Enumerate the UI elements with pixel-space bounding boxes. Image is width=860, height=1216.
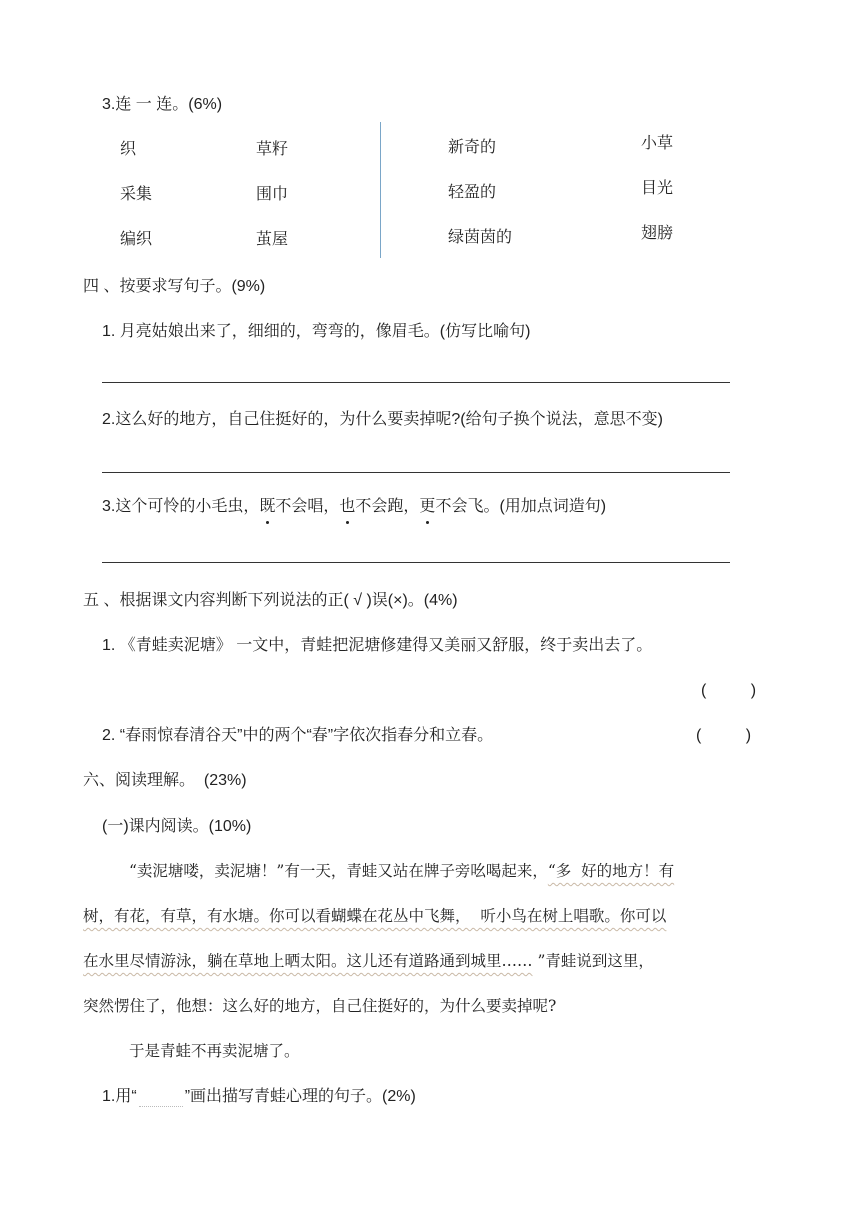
item3-text-3: 不会跑，	[355, 498, 420, 515]
q3-heading: 3.连 一 连。(6%)	[102, 96, 223, 113]
match-left-b-2: 围巾	[256, 186, 289, 203]
section6-sub: (一)课内阅读。(10%)	[102, 818, 252, 835]
match-right-b-2: 目光	[641, 180, 674, 197]
section4-item1: 1. 月亮姑娘出来了，细细的，弯弯的，像眉毛。(仿写比喻句)	[102, 323, 531, 340]
match-right-a-2: 轻盈的	[448, 184, 497, 201]
passage-line-1-wavy: “多 好的地方！有	[547, 862, 675, 880]
question-1-suffix: ”画出描写青蛙心理的句子。(2%)	[184, 1088, 416, 1105]
match-left-a-1: 织	[120, 141, 137, 158]
passage-line-2-wavy: 树，有花，有草，有水塘。你可以看蝴蝶在花丛中飞舞， 听小鸟在树上唱歌。你可以	[83, 907, 667, 925]
passage-line-1-plain: “卖泥塘喽，卖泥塘！”有一天，青蛙又站在牌子旁吆喝起来，	[129, 862, 548, 880]
passage-line-3-wavy: 在水里尽情游泳，躺在草地上晒太阳。这儿还有道路通到城里……	[83, 952, 533, 970]
passage-line-2	[83, 906, 666, 926]
section4-item2: 2.这么好的地方，自己住挺好的，为什么要卖掉呢?(给句子换个说法，意思不变)	[102, 411, 663, 428]
answer-line-1[interactable]	[102, 382, 730, 383]
section4-item3	[102, 497, 606, 517]
reading-question-1	[102, 1087, 416, 1107]
item3-text-1: 3.这个可怜的小毛虫，	[102, 498, 260, 515]
match-right-a-3: 绿茵茵的	[448, 229, 513, 246]
item3-text-4: 不会飞。(用加点词造句)	[435, 498, 607, 515]
passage-line-3-plain: ”青蛙说到这里，	[532, 952, 654, 970]
section6-heading: 六、阅读理解。 (23%)	[83, 772, 247, 789]
match-left-b-1: 草籽	[256, 141, 289, 158]
passage-line-4: 突然愣住了，他想：这么好的地方，自己住挺好的，为什么要卖掉呢?	[83, 997, 557, 1015]
judge-paren-1[interactable]: ( )	[701, 682, 757, 699]
answer-line-3[interactable]	[102, 562, 730, 563]
dotted-word-ye: 也	[339, 498, 356, 515]
judge-paren-2[interactable]: ( )	[696, 727, 752, 744]
match-left-a-2: 采集	[120, 186, 153, 203]
passage-line-5: 于是青蛙不再卖泥塘了。	[129, 1042, 300, 1060]
match-left-a-3: 编织	[120, 231, 153, 248]
question-1-prefix: 1.用“	[102, 1088, 137, 1105]
section5-item1: 1. 《青蛙卖泥塘》 一文中，青蛙把泥塘修建得又美丽又舒服，终于卖出去了。	[102, 637, 653, 654]
section4-heading: 四 、按要求写句子。(9%)	[83, 278, 266, 295]
wavy-line-sample	[139, 1105, 183, 1107]
passage-line-1	[129, 861, 674, 881]
dotted-word-geng: 更	[419, 498, 436, 515]
match-left-b-3: 茧屋	[256, 231, 289, 248]
column-divider	[380, 122, 381, 258]
match-right-b-3: 翅膀	[641, 225, 674, 242]
passage-line-3	[83, 951, 654, 971]
section5-heading: 五 、根据课文内容判断下列说法的正( √ )误(×)。(4%)	[83, 592, 458, 609]
answer-line-2[interactable]	[102, 472, 730, 473]
match-right-a-1: 新奇的	[448, 139, 497, 156]
dotted-word-ji: 既	[259, 498, 276, 515]
item3-text-2: 不会唱，	[275, 498, 340, 515]
match-right-b-1: 小草	[641, 135, 674, 152]
section5-item2: 2. “春雨惊春清谷天”中的两个“春”字依次指春分和立春。	[102, 727, 494, 744]
